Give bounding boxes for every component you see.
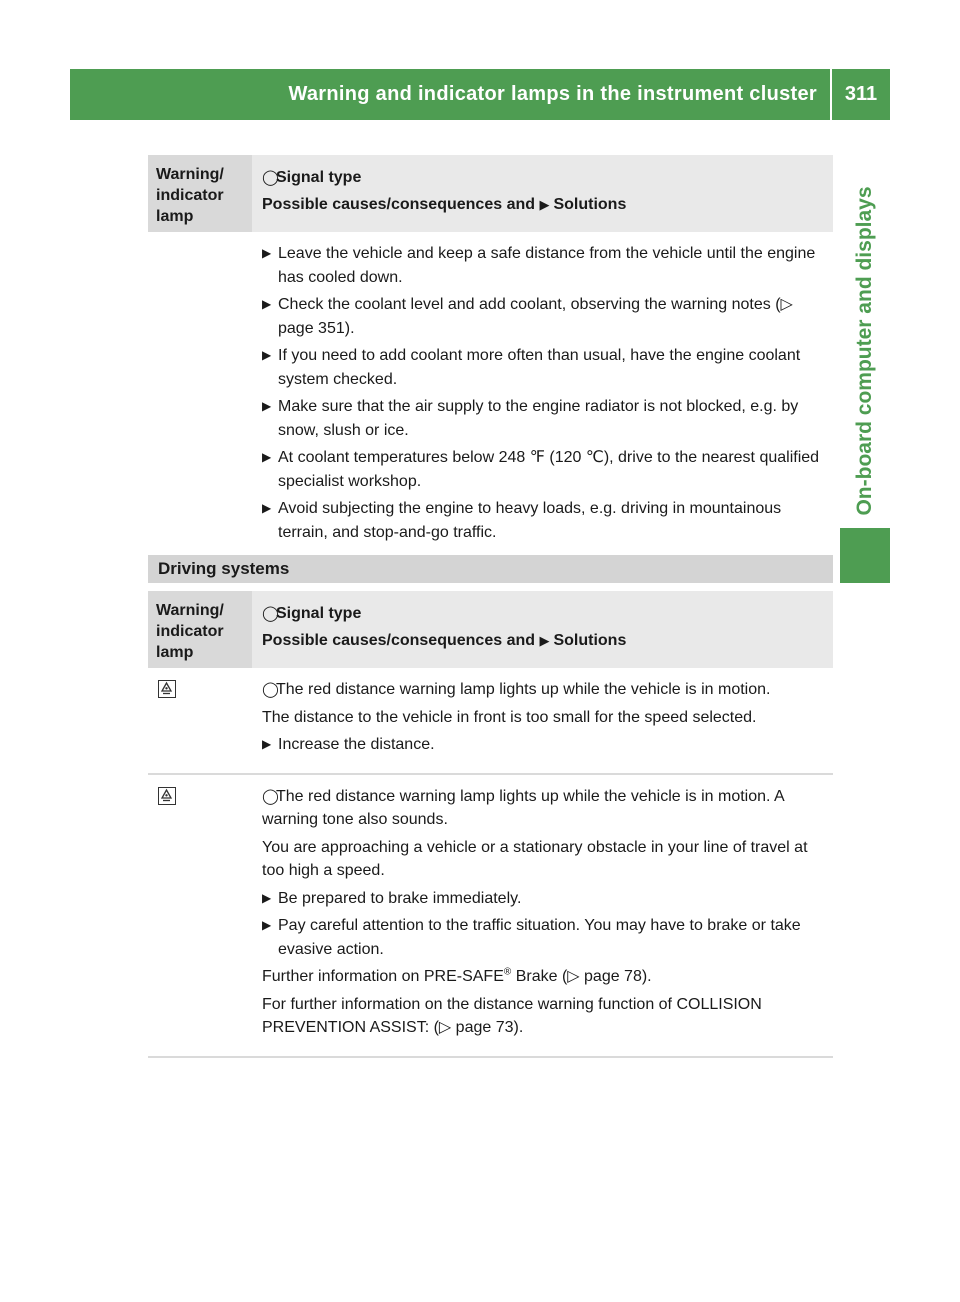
table-row — [148, 232, 833, 562]
list-item: ▶ If you need to add coolant more often than usual, have the engine coolant system checked. — [262, 344, 827, 391]
page-title: Warning and indicator lamps in the instrument cluster — [288, 83, 817, 105]
table-row — [148, 668, 833, 775]
coolant-table — [148, 155, 833, 562]
header-causes: Possible causes/consequences and — [262, 632, 536, 649]
action-arrow-icon: ▶ — [262, 348, 272, 362]
action-arrow-icon: ▶ — [262, 501, 272, 515]
page-header — [70, 69, 890, 120]
lamp-cell — [148, 232, 252, 560]
action-arrow-icon: ▶ — [262, 737, 272, 751]
page-number: 311 — [844, 83, 878, 105]
solution-arrow-icon: ▶ — [539, 197, 550, 212]
signal-text: ◯The red distance warning lamp lights up while the vehicle is in motion. — [262, 678, 827, 702]
header-signal-type: Signal type — [276, 169, 362, 186]
list-item: ▶ Make sure that the air supply to the engine radiator is not blocked, e.g. by snow, slush or ice. — [262, 395, 827, 442]
table-row — [148, 775, 833, 1058]
list-item: ▶ At coolant temperatures below 248 ℉ (120 ℃), drive to the nearest qualified specialist workshop. — [262, 446, 827, 493]
description-cell — [252, 668, 833, 773]
table-header — [148, 155, 833, 232]
driving-systems-table — [148, 591, 833, 1058]
table-header — [148, 591, 833, 668]
action-arrow-icon: ▶ — [262, 890, 272, 905]
cause-text: The distance to the vehicle in front is too small for the speed selected. — [262, 708, 757, 726]
further-info-pre-safe: Further information on PRE-SAFE® Brake (▷ page 78). — [262, 966, 652, 985]
header-signal-column — [252, 591, 833, 668]
description-cell — [252, 775, 833, 1056]
header-signal-type: Signal type — [276, 605, 362, 622]
list-item: ▶ Increase the distance. — [262, 733, 827, 757]
action-arrow-icon: ▶ — [262, 450, 272, 464]
signal-circle-icon: ◯ — [262, 605, 279, 622]
header-lamp-column: Warning/ indicator lamp — [148, 591, 252, 668]
signal-circle-icon: ◯ — [262, 681, 279, 698]
action-arrow-icon: ▶ — [262, 399, 272, 413]
solution-arrow-icon: ▶ — [539, 633, 550, 648]
header-solutions: Solutions — [553, 196, 627, 213]
action-arrow-icon: ▶ — [262, 246, 272, 260]
signal-circle-icon: ◯ — [262, 169, 279, 186]
distance-warning-lamp-icon — [158, 787, 176, 805]
distance-warning-lamp-icon — [158, 680, 176, 698]
solutions-cell — [252, 232, 833, 560]
list-item: ▶ Pay careful attention to the traffic situation. You may have to brake or take evasive action. — [262, 914, 827, 961]
lamp-cell — [148, 775, 252, 1056]
header-lamp-column: Warning/ indicator lamp — [148, 155, 252, 232]
list-item: ▶ Check the coolant level and add coolant, observing the warning notes (▷ page 351). — [262, 293, 827, 340]
action-arrow-icon: ▶ — [262, 918, 272, 932]
cause-text: You are approaching a vehicle or a stationary obstacle in your line of travel at too high a speed. — [262, 838, 808, 879]
chapter-tab-label: On-board computer and displays — [853, 186, 876, 516]
list-item: ▶ Avoid subjecting the engine to heavy loads, e.g. driving in mountainous terrain, and stop-and-go traffic. — [262, 497, 827, 544]
lamp-cell — [148, 668, 252, 773]
header-signal-column — [252, 155, 833, 232]
header-solutions: Solutions — [553, 632, 627, 649]
chapter-tab-marker — [840, 528, 890, 583]
header-causes: Possible causes/consequences and — [262, 196, 536, 213]
list-item: ▶ Leave the vehicle and keep a safe distance from the vehicle until the engine has cooled down. — [262, 242, 827, 289]
signal-circle-icon: ◯ — [262, 787, 279, 805]
action-arrow-icon: ▶ — [262, 297, 272, 311]
list-item: ▶ Be prepared to brake immediately. — [262, 887, 827, 911]
signal-text: ◯The red distance warning lamp lights up while the vehicle is in motion. A warning tone also sounds. — [262, 785, 827, 832]
further-info-collision-prevention: For further information on the distance warning function of COLLISION PREVENTION ASSIST: (▷ page 73). — [262, 995, 762, 1036]
section-title: Driving systems — [148, 555, 833, 583]
